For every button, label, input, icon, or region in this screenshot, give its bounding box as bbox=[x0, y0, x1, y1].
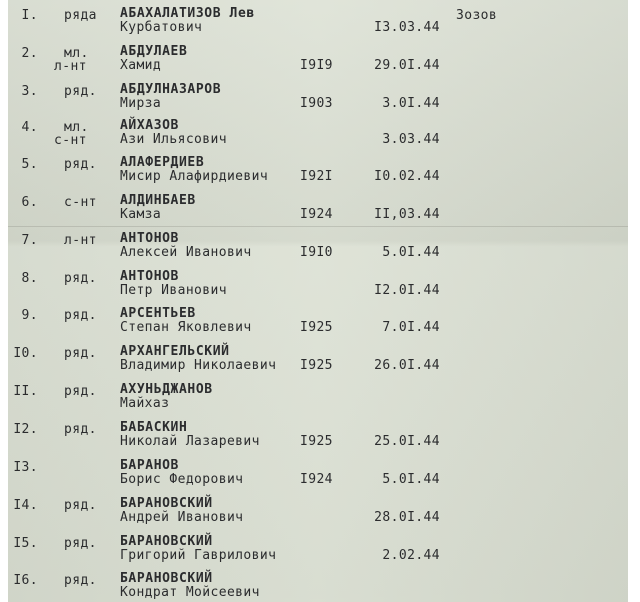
entry-date: 28.0I.44 bbox=[374, 510, 440, 525]
entry-rank: ряд. bbox=[64, 308, 97, 323]
entry-rank-line2: с-нт bbox=[54, 133, 87, 148]
entry-number: 9. bbox=[21, 308, 38, 323]
entry-given-name: Андрей Иванович bbox=[120, 510, 244, 525]
entry-given-name: Борис Федорович bbox=[120, 472, 244, 487]
entry-number: 3. bbox=[21, 84, 38, 99]
entry-birth-year: I903 bbox=[300, 96, 333, 111]
entry-surname: АНТОНОВ bbox=[120, 269, 179, 284]
entry-birth-year: I92I bbox=[300, 169, 333, 184]
entry-note: Зозов bbox=[456, 8, 498, 23]
entry-rank: ряд. bbox=[64, 498, 97, 513]
entry-date: 3.0I.44 bbox=[382, 96, 440, 111]
entry-given-name: Хамид bbox=[120, 58, 162, 73]
entry-surname: АХУНЬДЖАНОВ bbox=[120, 382, 213, 397]
entry-date: 29.0I.44 bbox=[374, 58, 440, 73]
entry-rank: ряд. bbox=[64, 271, 97, 286]
list-item bbox=[8, 534, 628, 570]
entry-surname: БАРАНОВ bbox=[120, 458, 179, 473]
entry-rank: рядa bbox=[64, 8, 97, 23]
list-item bbox=[8, 571, 628, 602]
entry-surname: АБДУЛАЕВ bbox=[120, 44, 188, 59]
entry-date: 5.0I.44 bbox=[382, 245, 440, 260]
entry-birth-year: I924 bbox=[300, 472, 333, 487]
entry-number: I. bbox=[21, 8, 38, 23]
entry-number: 4. bbox=[21, 120, 38, 135]
entry-rank: ряд. bbox=[64, 84, 97, 99]
entry-surname: АБДУЛНАЗАРОВ bbox=[120, 82, 222, 97]
entry-number: 5. bbox=[21, 157, 38, 172]
entry-given-name: Курбатович bbox=[120, 20, 203, 35]
entry-rank: ряд. bbox=[64, 536, 97, 551]
entry-date: I3.03.44 bbox=[374, 20, 440, 35]
entry-surname: АБАХАЛАТИЗОВ Лев bbox=[120, 6, 255, 21]
entry-date: 5.0I.44 bbox=[382, 472, 440, 487]
entry-given-name: Петр Иванович bbox=[120, 283, 227, 298]
entry-birth-year: I925 bbox=[300, 358, 333, 373]
entry-given-name: Майхаз bbox=[120, 396, 170, 411]
entry-number: I3. bbox=[13, 460, 38, 475]
entry-surname: БАРАНОВСКИЙ bbox=[120, 534, 213, 549]
list-item bbox=[8, 458, 628, 494]
entry-given-name: Владимир Николаевич bbox=[120, 358, 277, 373]
entry-given-name: Григорий Гаврилович bbox=[120, 548, 277, 563]
entry-birth-year: I9I9 bbox=[300, 58, 333, 73]
entry-given-name: Кондрат Мойсеевич bbox=[120, 585, 260, 600]
entry-surname: АЙХАЗОВ bbox=[120, 118, 179, 133]
entry-date: 25.0I.44 bbox=[374, 434, 440, 449]
entry-surname: АЛДИНБАЕВ bbox=[120, 193, 196, 208]
entry-surname: АРСЕНТЬЕВ bbox=[120, 306, 196, 321]
entry-date: I2.0I.44 bbox=[374, 283, 440, 298]
entry-number: 2. bbox=[21, 46, 38, 61]
list-item bbox=[8, 6, 628, 42]
entry-date: 7.0I.44 bbox=[382, 320, 440, 335]
entry-rank: ряд. bbox=[64, 157, 97, 172]
entry-rank: мл. bbox=[64, 120, 89, 135]
entry-surname: БАБАСКИН bbox=[120, 420, 188, 435]
entry-given-name: Камза bbox=[120, 207, 162, 222]
list-item bbox=[8, 118, 628, 154]
list-item bbox=[8, 420, 628, 456]
entry-number: I2. bbox=[13, 422, 38, 437]
entry-birth-year: I9I0 bbox=[300, 245, 333, 260]
entry-date: II,03.44 bbox=[374, 207, 440, 222]
list-item bbox=[8, 155, 628, 191]
list-item bbox=[8, 496, 628, 532]
entry-birth-year: I924 bbox=[300, 207, 333, 222]
entry-number: I0. bbox=[13, 346, 38, 361]
entry-number: 8. bbox=[21, 271, 38, 286]
list-item bbox=[8, 382, 628, 418]
entry-rank: л-нт bbox=[64, 233, 97, 248]
entry-given-name: Алексей Иванович bbox=[120, 245, 252, 260]
entry-date: 3.03.44 bbox=[382, 132, 440, 147]
entry-birth-year: I925 bbox=[300, 320, 333, 335]
entry-surname: БАРАНОВСКИЙ bbox=[120, 496, 213, 511]
entry-number: 7. bbox=[21, 233, 38, 248]
entry-given-name: Мисир Алафирдиевич bbox=[120, 169, 269, 184]
entry-rank: ряд. bbox=[64, 422, 97, 437]
entry-number: I6. bbox=[13, 573, 38, 588]
entry-rank: с-нт bbox=[64, 195, 97, 210]
entry-number: I4. bbox=[13, 498, 38, 513]
list-item bbox=[8, 231, 628, 267]
entry-rank: мл. bbox=[64, 46, 89, 61]
entry-rank-line2: л-нт bbox=[54, 59, 87, 74]
entry-number: I5. bbox=[13, 536, 38, 551]
document-page bbox=[8, 0, 628, 602]
entry-date: 26.0I.44 bbox=[374, 358, 440, 373]
list-item bbox=[8, 193, 628, 229]
entry-given-name: Николай Лазаревич bbox=[120, 434, 260, 449]
entry-rank: ряд. bbox=[64, 346, 97, 361]
entry-rank: ряд. bbox=[64, 573, 97, 588]
entry-date: 2.02.44 bbox=[382, 548, 440, 563]
list-item bbox=[8, 306, 628, 342]
entry-given-name: Ази Ильясович bbox=[120, 132, 227, 147]
entry-number: 6. bbox=[21, 195, 38, 210]
list-item bbox=[8, 44, 628, 80]
entry-surname: АЛАФЕРДИЕВ bbox=[120, 155, 205, 170]
entry-birth-year: I925 bbox=[300, 434, 333, 449]
entry-surname: АРХАНГЕЛЬСКИЙ bbox=[120, 344, 230, 359]
entry-given-name: Степан Яковлевич bbox=[120, 320, 252, 335]
list-item bbox=[8, 82, 628, 118]
list-item bbox=[8, 269, 628, 305]
entry-surname: БАРАНОВСКИЙ bbox=[120, 571, 213, 586]
entry-date: I0.02.44 bbox=[374, 169, 440, 184]
list-item bbox=[8, 344, 628, 380]
entry-number: II. bbox=[13, 384, 38, 399]
entry-surname: АНТОНОВ bbox=[120, 231, 179, 246]
entry-rank: ряд. bbox=[64, 384, 97, 399]
entry-given-name: Мирза bbox=[120, 96, 162, 111]
